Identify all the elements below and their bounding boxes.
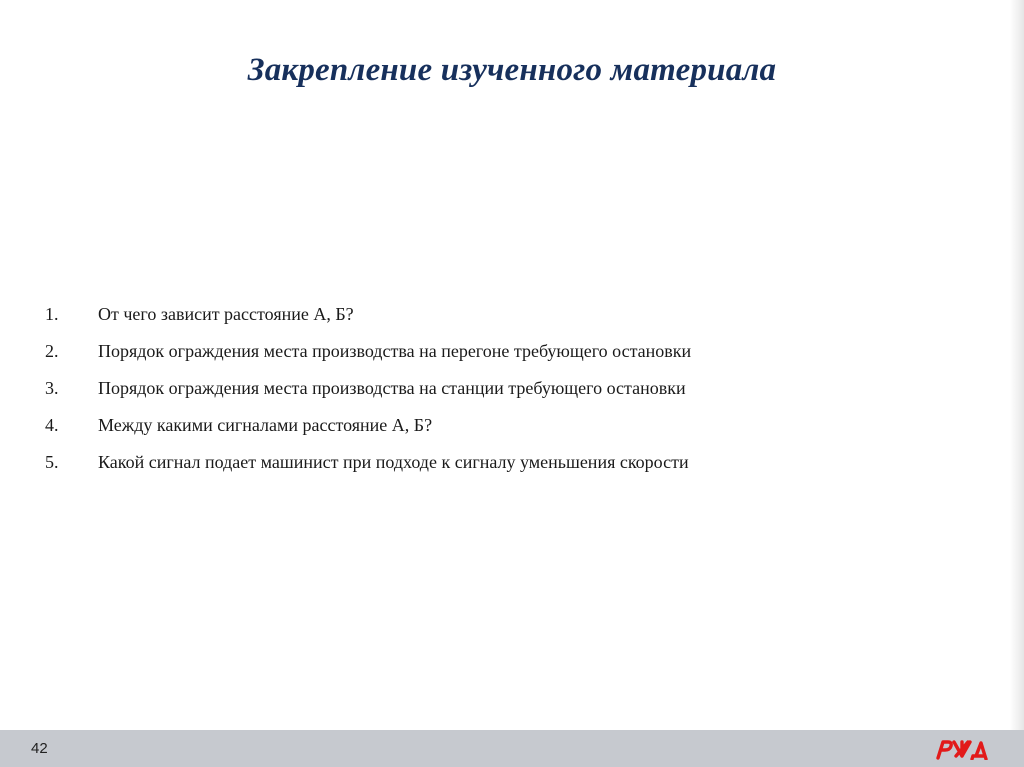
question-item bbox=[45, 304, 985, 341]
question-text: Между какими сигналами расстояние А, Б? bbox=[98, 415, 433, 435]
question-text: Порядок ограждения места производства на перегоне требующего остановки bbox=[98, 341, 692, 361]
question-number: 4. bbox=[45, 415, 59, 435]
slide-edge-shadow bbox=[1010, 0, 1024, 730]
slide-title: Закрепление изученного материала bbox=[247, 52, 777, 88]
question-number: 3. bbox=[45, 378, 59, 398]
question-item bbox=[45, 378, 985, 415]
page-number: 42 bbox=[31, 740, 48, 757]
question-number: 5. bbox=[45, 452, 59, 472]
question-number: 1. bbox=[45, 304, 59, 324]
rzd-logo-icon bbox=[932, 738, 990, 760]
question-number: 2. bbox=[45, 341, 59, 361]
question-text: От чего зависит расстояние А, Б? bbox=[98, 304, 354, 324]
question-list bbox=[45, 304, 985, 489]
question-text: Какой сигнал подает машинист при подходе к сигналу уменьшения скорости bbox=[98, 452, 689, 472]
slide-footer bbox=[0, 730, 1024, 767]
question-item bbox=[45, 452, 985, 489]
question-item bbox=[45, 415, 985, 452]
question-item bbox=[45, 341, 985, 378]
question-text: Порядок ограждения места производства на станции требующего остановки bbox=[98, 378, 686, 398]
